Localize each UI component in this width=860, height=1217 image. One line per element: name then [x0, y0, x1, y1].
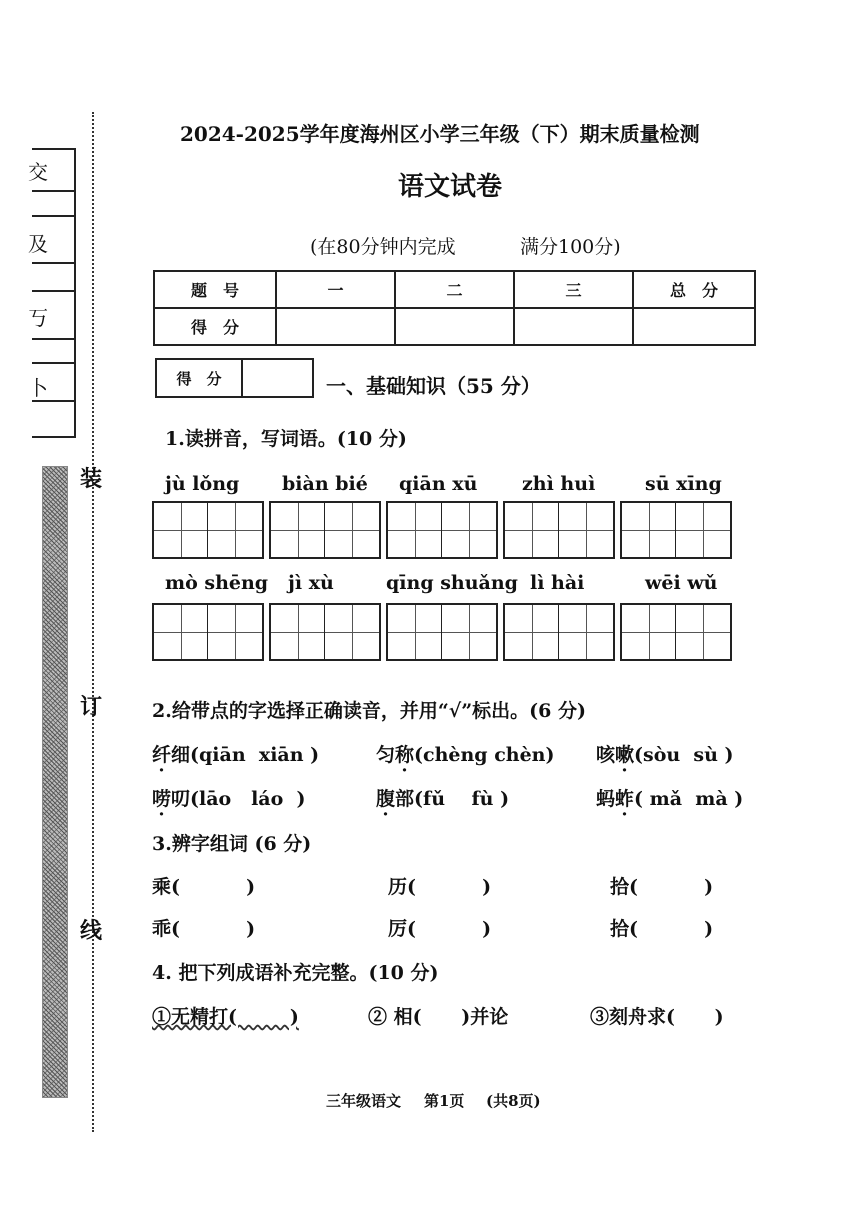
dotted-character: 唠 — [152, 788, 172, 810]
margin-divider — [32, 148, 74, 150]
writing-grid-row — [152, 501, 732, 559]
score-header-cell: 总 分 — [633, 271, 755, 308]
writing-grid[interactable] — [152, 603, 264, 661]
pinyin-options: (chèng chèn) — [414, 744, 555, 766]
pinyin-label: mò shēng — [165, 572, 269, 594]
score-header-cell: 题 号 — [154, 271, 276, 308]
reading-choice-item[interactable] — [596, 740, 734, 767]
writing-grid[interactable] — [152, 501, 264, 559]
pinyin-label: qiān xū — [399, 473, 478, 495]
writing-grid[interactable] — [269, 603, 381, 661]
question-2-title: 2.给带点的字选择正确读音，并用“√”标出。(6 分) — [152, 700, 586, 722]
pinyin-options: (sòu sù ) — [634, 744, 734, 766]
dotted-character: 腹 — [376, 788, 396, 810]
margin-divider — [32, 338, 74, 340]
margin-divider — [32, 436, 74, 438]
score-cell[interactable] — [514, 308, 633, 345]
word-group-item[interactable]: 厉( ) — [388, 918, 492, 940]
score-header-cell: 二 — [395, 271, 514, 308]
writing-grid[interactable] — [503, 501, 615, 559]
score-cell[interactable] — [276, 308, 395, 345]
margin-label-class: 及 — [28, 232, 48, 256]
pinyin-label: jù lǒng — [165, 473, 240, 495]
writing-grid[interactable] — [620, 603, 732, 661]
reading-choice-item[interactable] — [376, 784, 509, 811]
margin-divider — [32, 362, 74, 364]
writing-grid[interactable] — [386, 501, 498, 559]
pinyin-label: sū xīng — [645, 473, 722, 495]
section-score-box — [155, 358, 314, 398]
section-title: 一、基础知识（55 分） — [326, 374, 541, 398]
score-cell[interactable] — [633, 308, 755, 345]
word-group-item[interactable]: 乖( ) — [152, 918, 256, 940]
score-header-cell: 一 — [276, 271, 395, 308]
pinyin-label: jì xù — [288, 572, 334, 594]
time-note: (在80分钟内完成 — [310, 236, 456, 258]
pinyin-label: wēi wǔ — [645, 572, 718, 594]
score-cell[interactable] — [395, 308, 514, 345]
writing-grid[interactable] — [386, 603, 498, 661]
writing-grid[interactable] — [269, 501, 381, 559]
margin-divider — [32, 290, 74, 292]
word-pre: 蚂 — [596, 788, 616, 810]
pinyin-options: (qiān xiān ) — [190, 744, 320, 766]
word-group-item[interactable]: 历( ) — [388, 876, 492, 898]
word-group-item[interactable]: 拾( ) — [610, 918, 714, 940]
pinyin-options: ( mǎ mà ) — [634, 788, 744, 810]
word-group-item[interactable]: 乘( ) — [152, 876, 256, 898]
dotted-character: 纤 — [152, 744, 172, 766]
binding-dotted-line — [92, 112, 94, 1132]
idiom-item[interactable]: ② 相( )并论 — [368, 1006, 509, 1028]
writing-grid[interactable] — [620, 501, 732, 559]
dotted-character: 嗽 — [615, 744, 635, 766]
footer-subject: 三年级语文 — [326, 1092, 402, 1110]
word-pre: 咳 — [596, 744, 616, 766]
dotted-character: 蚱 — [615, 788, 635, 810]
score-header-cell: 三 — [514, 271, 633, 308]
word-rest: 部 — [395, 788, 415, 810]
score-table — [153, 270, 756, 346]
pinyin-label: qīng shuǎng — [386, 572, 518, 594]
word-pre: 匀 — [376, 744, 396, 766]
margin-label-number: 卜 — [28, 376, 48, 400]
section-score-label: 得 分 — [157, 360, 243, 396]
writing-grid-row — [152, 603, 732, 661]
binding-word-ding: 订 — [80, 694, 103, 720]
reading-choice-item[interactable] — [376, 740, 554, 767]
word-group-item[interactable]: 拾( ) — [610, 876, 714, 898]
question-1-title: 1.读拼音，写词语。(10 分) — [165, 428, 407, 450]
writing-grid[interactable] — [503, 603, 615, 661]
exam-title: 2024-2025学年度海州区小学三年级（下）期末质量检测 — [180, 122, 700, 146]
binding-stipple-strip — [42, 466, 68, 1098]
margin-label-school: 交 — [28, 160, 48, 184]
word-rest: 细 — [171, 744, 191, 766]
reading-choice-item[interactable] — [596, 784, 743, 811]
footer-page: 第1页 — [424, 1092, 465, 1110]
footer-total: (共8页) — [486, 1092, 541, 1110]
total-note: 满分100分) — [520, 236, 621, 258]
dotted-character: 称 — [395, 744, 415, 766]
margin-divider — [32, 190, 74, 192]
binding-word-xian: 线 — [80, 918, 103, 944]
reading-choice-item[interactable] — [152, 740, 319, 767]
margin-divider — [32, 262, 74, 264]
pinyin-options: (lāo láo ) — [190, 788, 306, 810]
pinyin-label: lì hài — [530, 572, 585, 594]
binding-word-zhuang: 装 — [80, 466, 103, 492]
score-row-label: 得 分 — [154, 308, 276, 345]
word-rest: 叨 — [171, 788, 191, 810]
reading-choice-item[interactable] — [152, 784, 306, 811]
pinyin-options: (fǔ fù ) — [414, 788, 510, 810]
pinyin-label: zhì huì — [522, 473, 596, 495]
exam-subtitle: 语文试卷 — [398, 172, 503, 202]
idiom-item[interactable]: ③刻舟求( ) — [590, 1006, 724, 1028]
idiom-item[interactable]: ①无精打( ) — [152, 1006, 299, 1028]
question-3-title: 3.辨字组词 (6 分) — [152, 833, 312, 855]
section-score-input[interactable] — [243, 360, 312, 396]
pinyin-label: biàn bié — [282, 473, 368, 495]
margin-divider — [32, 215, 74, 217]
question-4-title: 4. 把下列成语补充完整。(10 分) — [152, 962, 439, 984]
margin-label-name: 丂 — [28, 306, 48, 330]
